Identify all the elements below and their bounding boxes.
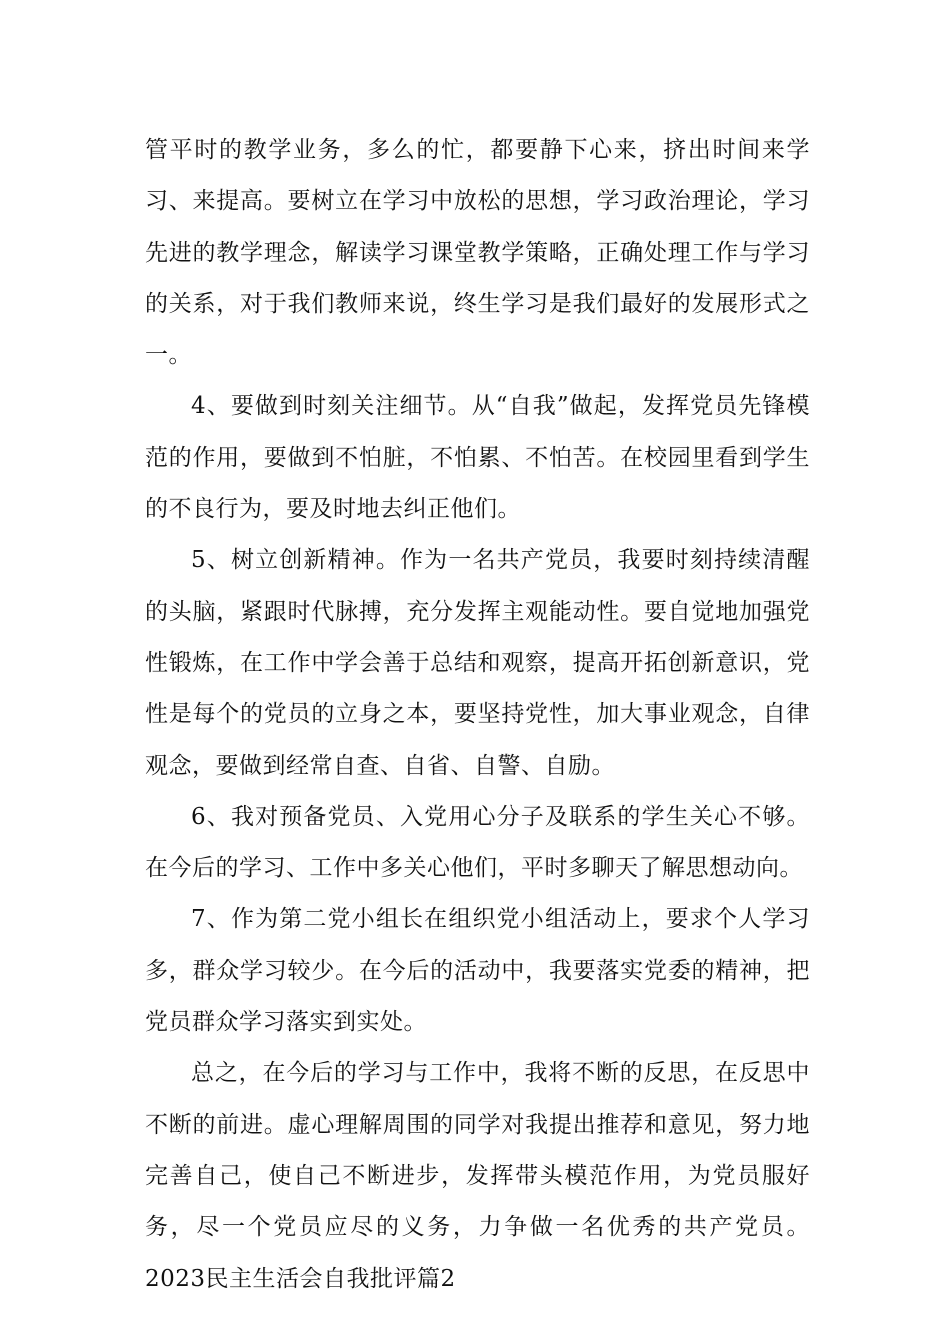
paragraph-item-7-group-leader: 7、作为第二党小组长在组织党小组活动上，要求个人学习多，群众学习较少。在今后的活动中，我要落实党委的精神，把党员群众学习落实到实处。 [145,906,810,1036]
paragraph-item-5-innovation: 5、树立创新精神。作为一名共产党员，我要时刻持续清醒的头脑，紧跟时代脉搏，充分发挥主观能动性。要自觉地加强党性锻炼，在工作中学会善于总结和观察，提高开拓创新意识，党性是每个的党员的立身之本，要坚持党性，加大事业观念，自律观念，要做到经常自查、自省、自警、自励。 [145,547,810,779]
paragraph-continued-study: 管平时的教学业务，多么的忙，都要静下心来，挤出时间来学习、来提高。要树立在学习中放松的思想，学习政治理论，学习先进的教学理念，解读学习课堂教学策略，正确处理工作与学习的关系，对于我们教师来说，终生学习是我们最好的发展形式之一。 [145,137,810,369]
paragraph-item-6-care: 6、我对预备党员、入党用心分子及联系的学生关心不够。在今后的学习、工作中多关心他们，平时多聊天了解思想动向。 [145,803,810,882]
document-body [145,125,810,1305]
paragraph-item-4-details: 4、要做到时刻关注细节。从“自我”做起，发挥党员先锋模范的作用，要做到不怕脏，不怕累、不怕苦。在校园里看到学生的不良行为，要及时地去纠正他们。 [145,393,810,523]
paragraph-conclusion: 总之，在今后的学习与工作中，我将不断的反思，在反思中不断的前进。虚心理解周围的同学对我提出推荐和意见，努力地完善自己，使自己不断进步，发挥带头模范作用，为党员服好务，尽一个党员应尽的义务，力争做一名优秀的共产党员。 2023民主生活会自我批评篇2 [145,1060,810,1292]
